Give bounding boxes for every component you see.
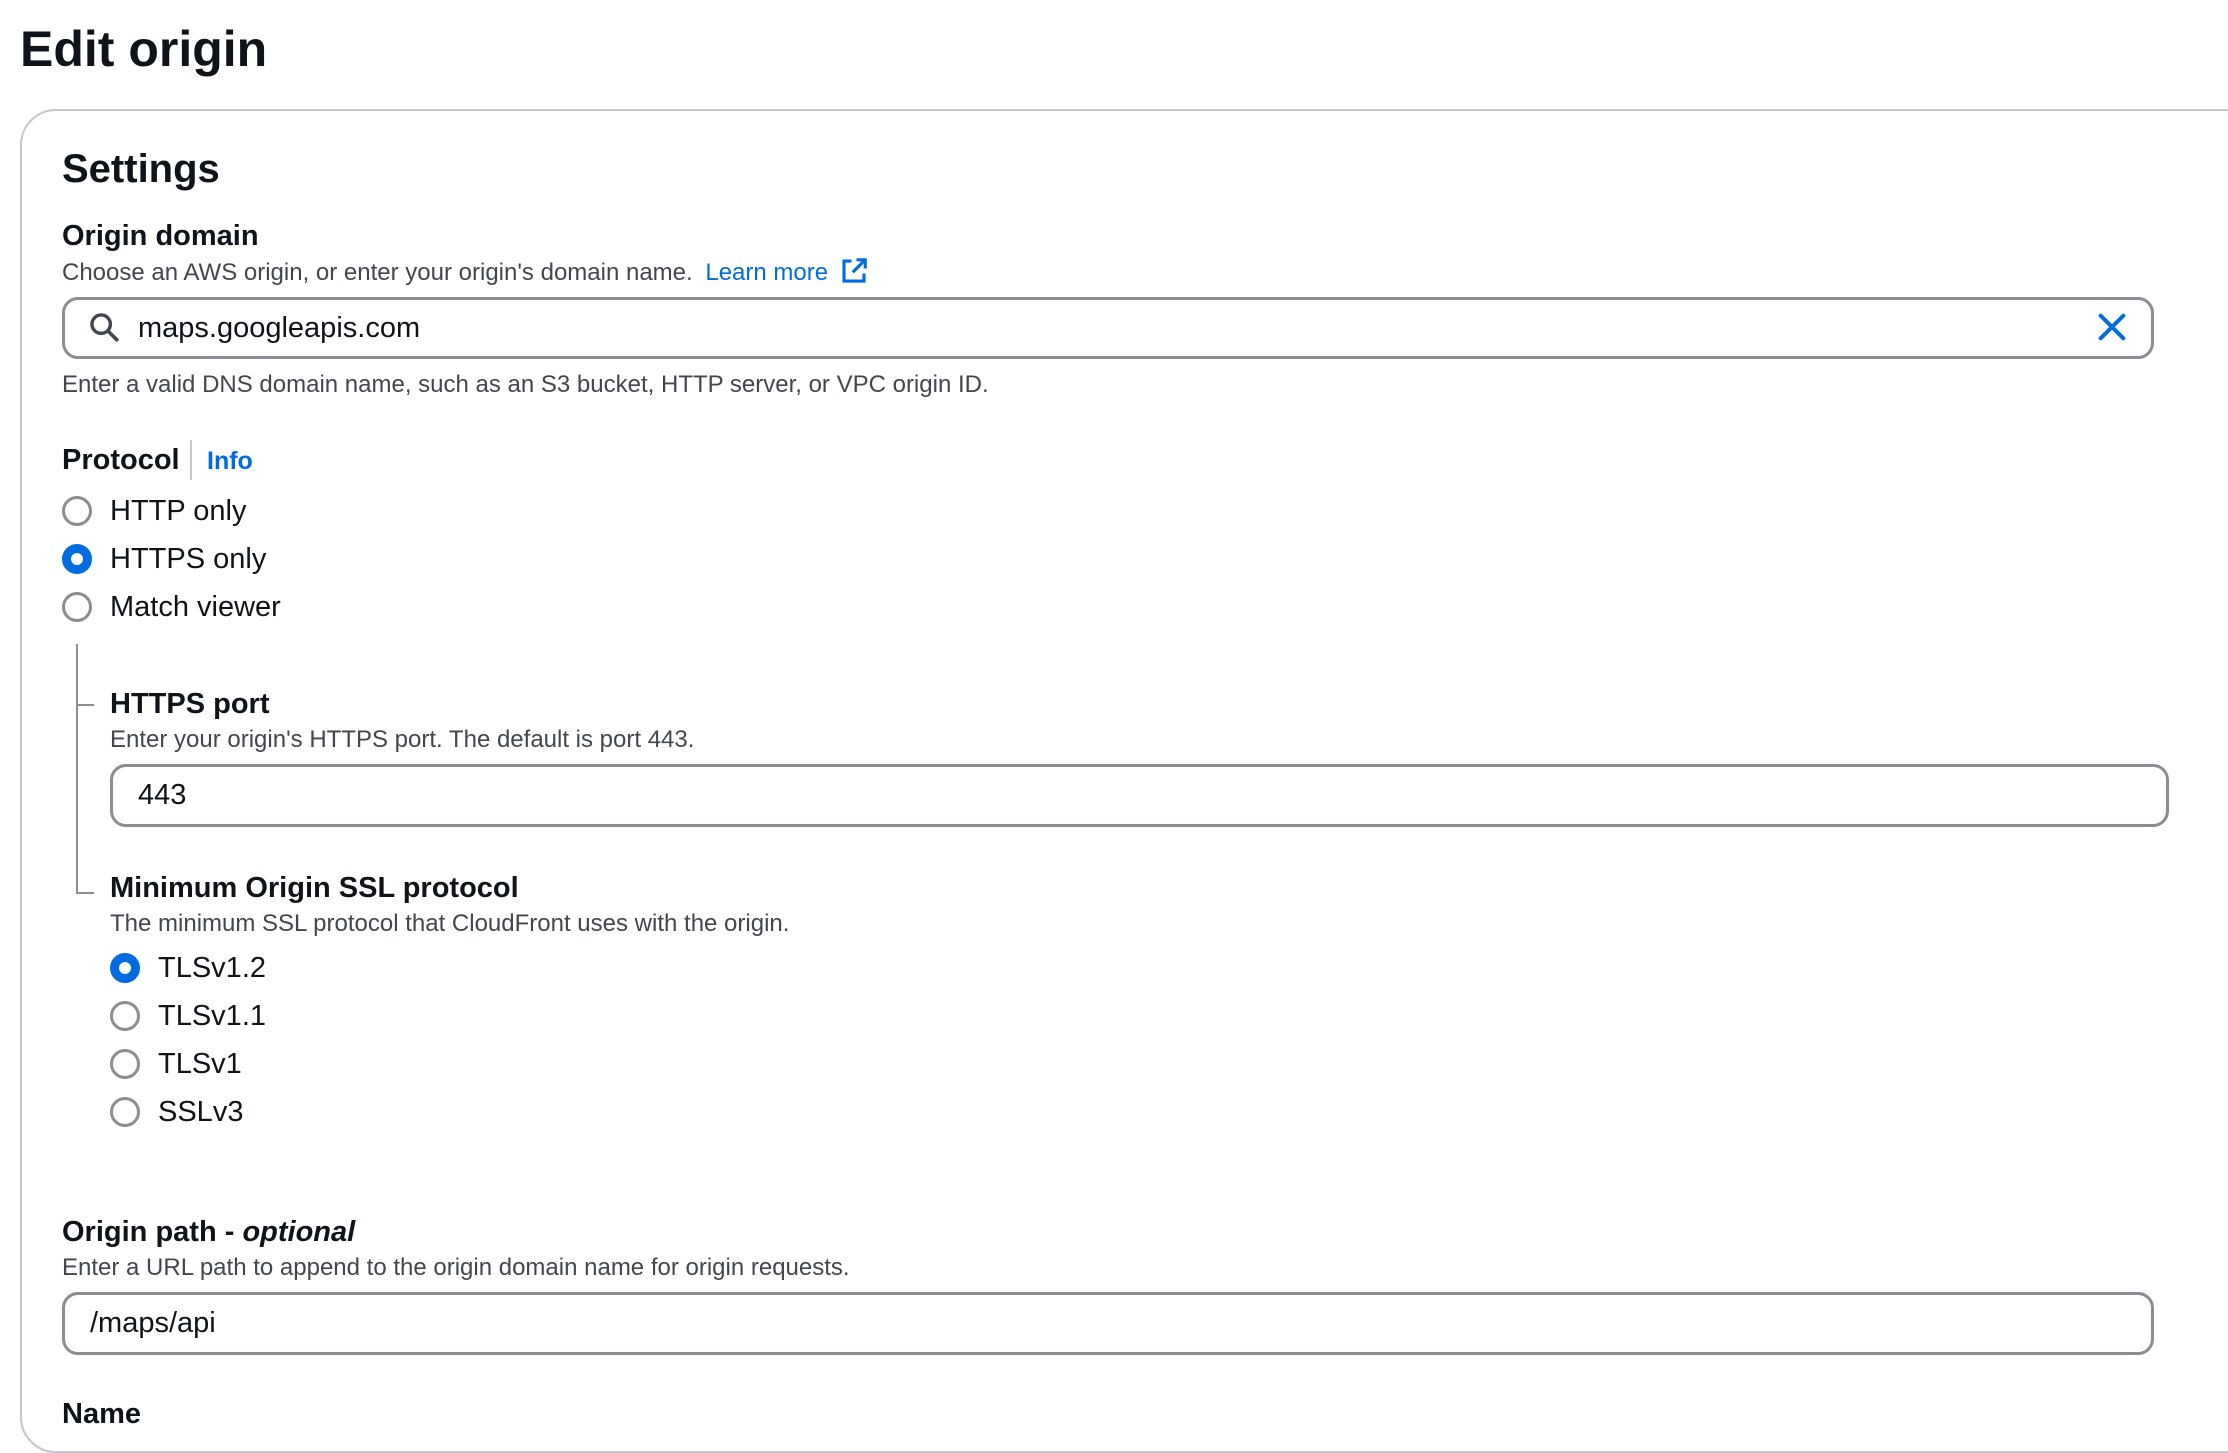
min-ssl-description: The minimum SSL protocol that CloudFront uses with the origin. [110, 910, 790, 937]
search-icon [87, 310, 121, 344]
min-ssl-radio-tlsv1[interactable] [110, 1049, 140, 1079]
https-port-value: 443 [138, 779, 187, 811]
protocol-label: Protocol [62, 444, 180, 476]
origin-domain-description [62, 256, 869, 289]
protocol-divider [190, 440, 192, 480]
origin-domain-value: maps.googleapis.com [138, 312, 421, 344]
origin-path-value: /maps/api [90, 1307, 216, 1339]
https-port-description: Enter your origin's HTTPS port. The default is port 443. [110, 726, 695, 753]
origin-path-optional: optional [242, 1216, 356, 1248]
min-ssl-label: Minimum Origin SSL protocol [110, 872, 519, 904]
tree-branch-https-port [76, 704, 94, 706]
protocol-radio-https-only[interactable] [62, 544, 92, 574]
protocol-option-match-viewer[interactable] [62, 589, 462, 625]
min-ssl-radio-tlsv12[interactable] [110, 953, 140, 983]
protocol-option-label: HTTPS only [110, 543, 267, 575]
min-ssl-option-label: TLSv1.1 [158, 1000, 266, 1032]
learn-more-link[interactable] [705, 259, 868, 286]
tree-connector-line [76, 644, 78, 894]
origin-path-description: Enter a URL path to append to the origin domain name for origin requests. [62, 1254, 850, 1281]
page-title: Edit origin [20, 21, 268, 77]
origin-domain-description-text: Choose an AWS origin, or enter your origin's domain name. [62, 259, 693, 286]
min-ssl-option-label: TLSv1.2 [158, 952, 266, 984]
min-ssl-radio-tlsv11[interactable] [110, 1001, 140, 1031]
origin-path-label-separator: - [216, 1216, 243, 1248]
min-ssl-option-label: SSLv3 [158, 1096, 244, 1128]
protocol-radio-http-only[interactable] [62, 496, 92, 526]
origin-path-label-text: Origin path [62, 1216, 217, 1248]
min-ssl-option-tlsv12[interactable] [110, 950, 410, 986]
origin-domain-hint: Enter a valid DNS domain name, such as an S3 bucket, HTTP server, or VPC origin ID. [62, 371, 989, 398]
origin-path-label [62, 1214, 355, 1250]
settings-heading: Settings [62, 147, 220, 191]
protocol-option-label: Match viewer [110, 591, 281, 623]
protocol-radio-match-viewer[interactable] [62, 592, 92, 622]
name-label: Name [62, 1398, 141, 1430]
protocol-info-link[interactable]: Info [207, 447, 253, 475]
origin-domain-input[interactable] [62, 297, 2154, 359]
protocol-option-label: HTTP only [110, 495, 247, 527]
protocol-option-https-only[interactable] [62, 541, 462, 577]
https-port-label: HTTPS port [110, 688, 270, 720]
min-ssl-option-tlsv1[interactable] [110, 1046, 410, 1082]
protocol-option-http-only[interactable] [62, 493, 462, 529]
min-ssl-option-sslv3[interactable] [110, 1094, 410, 1130]
external-link-icon [839, 256, 869, 286]
min-ssl-option-label: TLSv1 [158, 1048, 242, 1080]
min-ssl-radio-sslv3[interactable] [110, 1097, 140, 1127]
https-port-input[interactable] [110, 764, 2169, 827]
learn-more-text: Learn more [705, 259, 829, 286]
min-ssl-option-tlsv11[interactable] [110, 998, 410, 1034]
close-icon[interactable] [2095, 310, 2129, 344]
origin-domain-label: Origin domain [62, 220, 259, 252]
tree-branch-min-ssl [76, 892, 94, 894]
origin-path-input[interactable] [62, 1292, 2154, 1355]
